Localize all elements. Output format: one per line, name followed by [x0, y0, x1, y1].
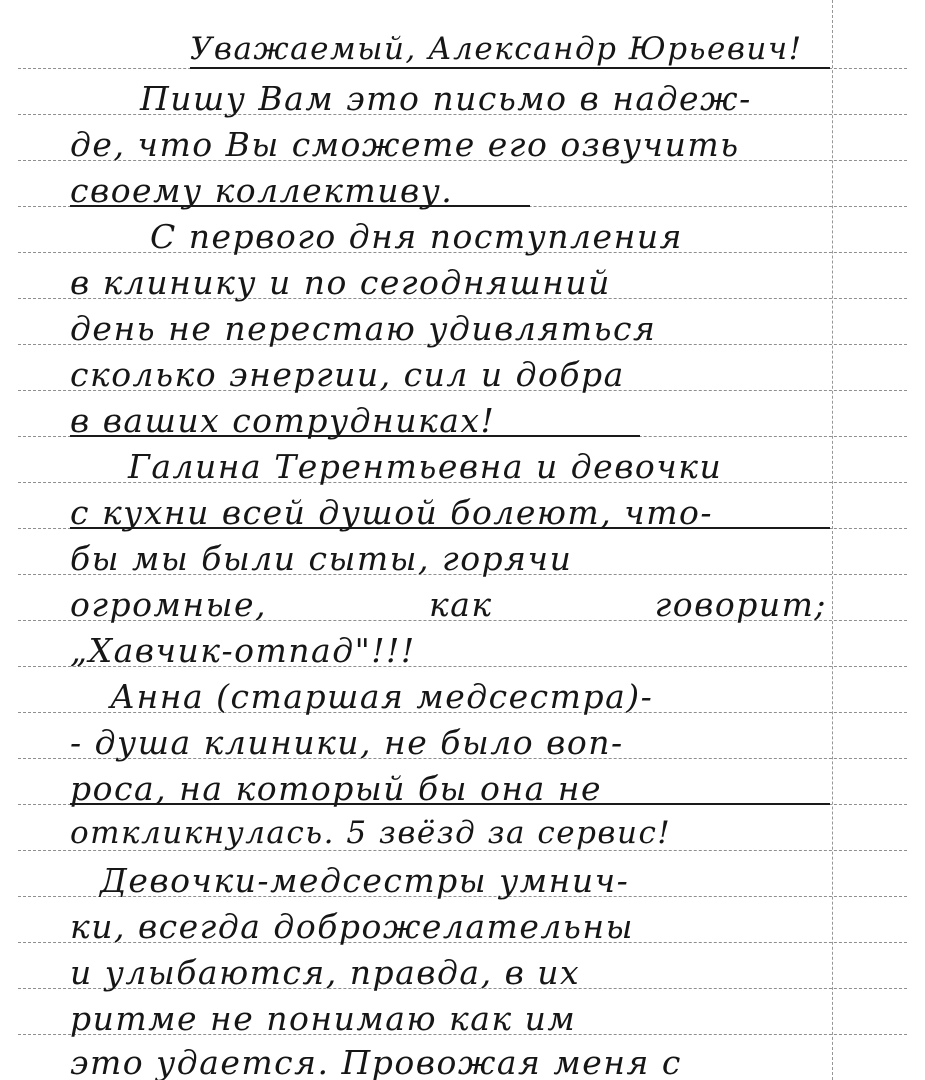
letter-line: Анна (старшая медсестра)-	[110, 677, 654, 716]
letter-line: „Хавчик-отпад"!!!	[70, 631, 416, 670]
letter-line: бы мы были сыты, горячи	[70, 539, 573, 578]
pen-underline	[70, 435, 640, 437]
salutation-line: Уважаемый, Александр Юрьевич!	[190, 31, 803, 67]
letter-line: Пишу Вам это письмо в надеж-	[140, 79, 752, 118]
letter-line: с кухни всей душой болеют, что-	[70, 493, 714, 532]
letter-line: ки, всегда доброжелательны	[70, 907, 634, 946]
letter-line: день не перестаю удивляться	[70, 309, 657, 348]
letter-line: сколько энергии, сил и добра	[70, 355, 625, 394]
letter-line: де, что Вы сможете его озвучить	[70, 125, 740, 164]
letter-line: в клинику и по сегодняшний	[70, 263, 611, 302]
pen-underline	[70, 527, 830, 529]
pen-underline	[70, 205, 530, 207]
letter-line: и улыбаются, правда, в их	[70, 953, 581, 992]
letter-line: откликнулась. 5 звёзд за сервис!	[70, 815, 672, 851]
letter-line: в ваших сотрудниках!	[70, 401, 496, 440]
letter-line: Девочки-медсестры умнич-	[100, 861, 630, 900]
pen-underline	[190, 67, 830, 69]
letter-line: роса, на который бы она не	[70, 769, 603, 808]
letter-line: С первого дня поступления	[150, 217, 683, 256]
letter-line: это удается. Провожая меня с	[70, 1043, 682, 1080]
letter-line: ритме не понимаю как им	[70, 999, 577, 1038]
letter-line: Галина Терентьевна и девочки	[128, 447, 723, 486]
pen-underline	[70, 803, 830, 805]
letter-line: своему коллективу.	[70, 171, 454, 210]
letter-line: - душа клиники, не было воп-	[70, 723, 624, 762]
letter-line: огромные, как говорит;	[70, 585, 828, 624]
margin-line	[832, 0, 833, 1080]
